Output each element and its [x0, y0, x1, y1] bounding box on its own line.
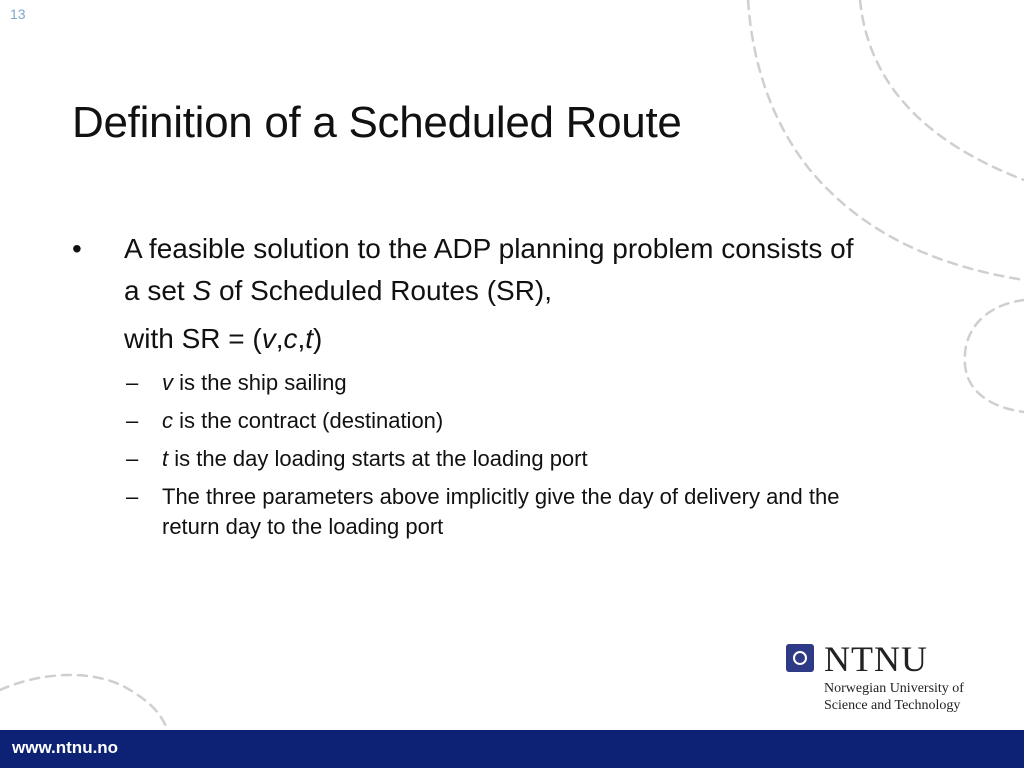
sr-var-c: c	[283, 323, 298, 354]
bullet-text-part2: of Scheduled Routes (SR),	[211, 275, 553, 306]
sub-item	[72, 482, 842, 542]
slide-number: 13	[10, 6, 26, 22]
sub-item-dash: –	[126, 484, 139, 509]
slide-title: Definition of a Scheduled Route	[72, 98, 682, 147]
bullet-text-part1: A feasible solution to the ADP planning problem consists of a set	[124, 233, 854, 306]
sr-var-t: t	[305, 323, 314, 354]
sub-item	[72, 406, 842, 436]
sub-item-text: is the day loading starts at the loading port	[168, 446, 588, 471]
sub-item-dash: –	[126, 370, 139, 395]
footer-bar	[0, 730, 1024, 768]
slide-body	[72, 228, 872, 542]
sub-item-var: t	[162, 446, 169, 471]
logo-subtitle-line1: Norwegian University of	[824, 681, 964, 696]
ntnu-logo-mark-icon	[786, 644, 814, 672]
sub-item-var: v	[162, 370, 173, 395]
sub-item	[72, 444, 842, 474]
sr-comma-1: ,	[275, 323, 284, 354]
sr-var-v: v	[261, 323, 276, 354]
sub-item-dash: –	[126, 446, 139, 471]
bullet-symbol: •	[72, 233, 82, 264]
sub-item-dash: –	[126, 408, 139, 433]
sub-item-text: is the ship sailing	[173, 370, 347, 395]
sub-item-var: c	[162, 408, 173, 433]
sub-item-text: The three parameters above implicitly give the day of delivery and the return day to the loading port	[162, 484, 840, 539]
sr-prefix: with SR = (	[124, 323, 262, 354]
sr-comma-2: ,	[297, 323, 306, 354]
footer-url: www.ntnu.no	[12, 738, 119, 757]
sr-definition	[72, 318, 872, 360]
sub-item-list	[72, 368, 872, 542]
logo-subtitle	[824, 680, 1024, 714]
bullet-item	[72, 228, 872, 312]
set-symbol: S	[192, 275, 212, 306]
logo-subtitle-line2: Science and Technology	[824, 698, 961, 713]
sub-item	[72, 368, 842, 398]
logo-name: NTNU	[824, 639, 928, 679]
sr-suffix: )	[313, 323, 323, 354]
sub-item-text: is the contract (destination)	[173, 408, 444, 433]
